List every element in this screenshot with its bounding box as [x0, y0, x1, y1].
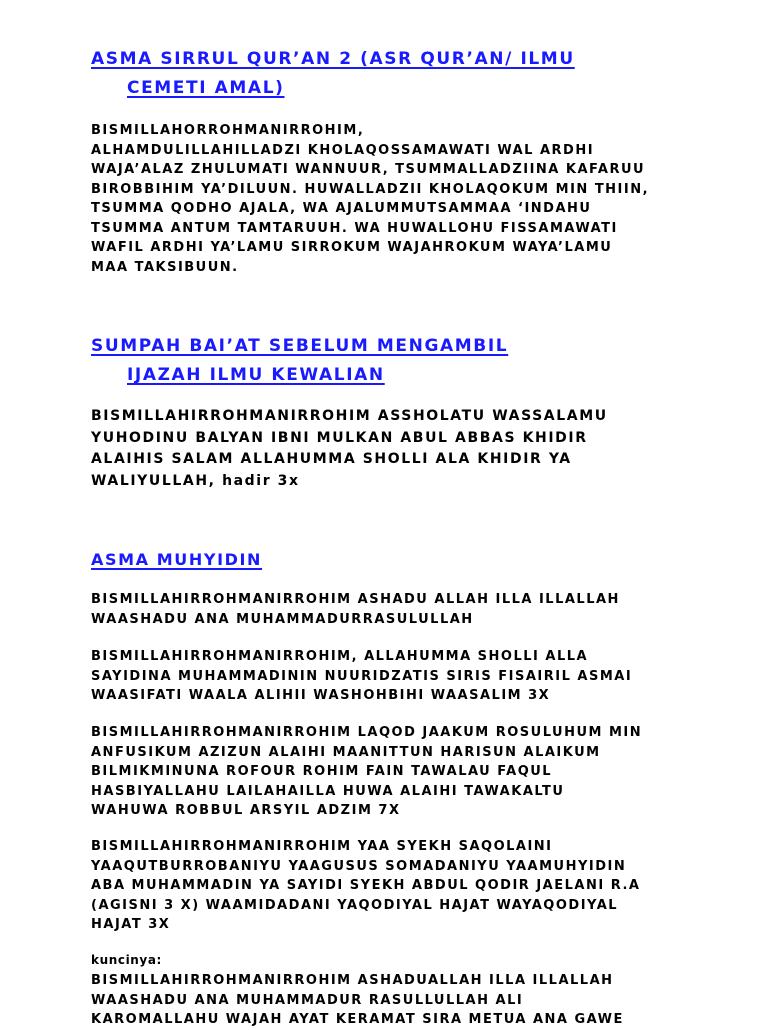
- text-line: TSUMMA QODHO AJALA, WA AJALUMMUTSAMMAA ‘INDAHU: [91, 201, 592, 216]
- text-line: BISMILLAHIRROHMANIRROHIM, ALLAHUMMA SHOLLI ALLA: [91, 649, 589, 664]
- text-line: SAYIDINA MUHAMMADININ NUURIDZATIS SIRIS FISAIRIL ASMAI: [91, 668, 633, 684]
- text-line: BISMILLAHIRROHMANIRROHIM ASHADUALLAH ILLA ILLALLAH: [91, 973, 614, 988]
- text-line: WAFIL ARDHI YA’LAMU SIRROKUM WAJAHROKUM WAYA’LAMU: [91, 240, 613, 255]
- text-line: ANFUSIKUM AZIZUN ALAIHI MAANITTUN HARISUN ALAIKUM: [91, 744, 601, 760]
- section-heading-asma-muhyidin: [91, 545, 262, 574]
- text-line: ALHAMDULILLAHILLADZI KHOLAQOSSAMAWATI WAL ARDHI: [91, 142, 595, 158]
- heading-line: SUMPAH BAI’AT SEBELUM MENGAMBIL: [91, 336, 509, 356]
- text-line: BISMILLAHIRROHMANIRROHIM LAQOD JAAKUM ROSULUHUM MIN: [91, 725, 643, 740]
- text-line: BISMILLAHORROHMANIRROHIM,: [91, 123, 365, 138]
- text-line: KAROMALLAHU WAJAH AYAT KERAMAT SIRA METUA ANA GAWE: [91, 1012, 624, 1027]
- section-heading-sumpah-baiat: [91, 332, 508, 390]
- paragraph-muhyidin-1: [91, 590, 620, 629]
- text-line: WALIYULLAH, hadir 3x: [91, 472, 300, 489]
- section-heading-asma-sirrul-quran: [91, 45, 575, 103]
- heading-line: IJAZAH ILMU KEWALIAN: [127, 365, 385, 385]
- paragraph-muhyidin-3: [91, 723, 642, 821]
- text-line: BISMILLAHIRROHMANIRROHIM YAA SYEKH SAQOLAINI: [91, 839, 553, 854]
- text-line: (AGISNI 3 X) WAAMIDADANI YAQODIYAL HAJAT WAYAQODIYAL: [91, 897, 619, 913]
- text-line: WAASHADU ANA MUHAMMADURRASULULLAH: [91, 611, 474, 627]
- text-line: ALAIHIS SALAM ALLAHUMMA SHOLLI ALA KHIDIR YA: [91, 451, 572, 467]
- text-line: WAASHADU ANA MUHAMMADUR RASULLULLAH ALI: [91, 992, 524, 1008]
- heading-line: CEMETI AMAL): [127, 78, 285, 98]
- kuncinya-label: kuncinya:: [91, 953, 162, 967]
- heading-line: ASMA SIRRUL QUR’AN 2 (ASR QUR’AN/ ILMU: [91, 49, 575, 69]
- text-line: HASBIYALLAHU LAILAHAILLA HUWA ALAIHI TAWAKALTU: [91, 783, 565, 799]
- text-line: YUHODINU BALYAN IBNI MULKAN ABUL ABBAS KHIDIR: [91, 429, 588, 446]
- heading-line: ASMA MUHYIDIN: [91, 550, 263, 569]
- paragraph-asma-sirrul-quran: [91, 121, 649, 277]
- paragraph-sumpah-baiat: [91, 406, 608, 492]
- text-line: MAA TAKSIBUUN.: [91, 259, 239, 275]
- text-line: BISMILLAHIRROHMANIRROHIM ASSHOLATU WASSALAMU: [91, 408, 608, 424]
- text-line: WAASIFATI WAALA ALIHII WASHOHBIHI WAASALIM 3X: [91, 688, 551, 703]
- text-line: HAJAT 3X: [91, 917, 171, 932]
- paragraph-muhyidin-2: [91, 647, 632, 706]
- text-line: ABA MUHAMMADIN YA SAYIDI SYEKH ABDUL QODIR JAELANI R.A: [91, 878, 641, 893]
- paragraph-kuncinya: [91, 971, 624, 1030]
- text-line: TSUMMA ANTUM TAMTARUUH. WA HUWALLOHU FISSAMAWATI: [91, 220, 618, 236]
- text-line: BIROBBIHIM YA’DILUUN. HUWALLADZII KHOLAQOKUM MIN THIIN,: [91, 181, 650, 197]
- text-line: BILMIKMINUNA ROFOUR ROHIM FAIN TAWALAU FAQUL: [91, 764, 553, 779]
- text-line: BISMILLAHIRROHMANIRROHIM ASHADU ALLAH ILLA ILLALLAH: [91, 592, 620, 607]
- text-line: WAJA’ALAZ ZHULUMATI WANNUUR, TSUMMALLADZIINA KAFARUU: [91, 162, 646, 177]
- text-line: WAHUWA ROBBUL ARSYIL ADZIM 7X: [91, 803, 401, 818]
- text-line: YAAQUTBURROBANIYU YAAGUSUS SOMADANIYU YAAMUHYIDIN: [91, 858, 627, 874]
- paragraph-muhyidin-4: [91, 837, 640, 935]
